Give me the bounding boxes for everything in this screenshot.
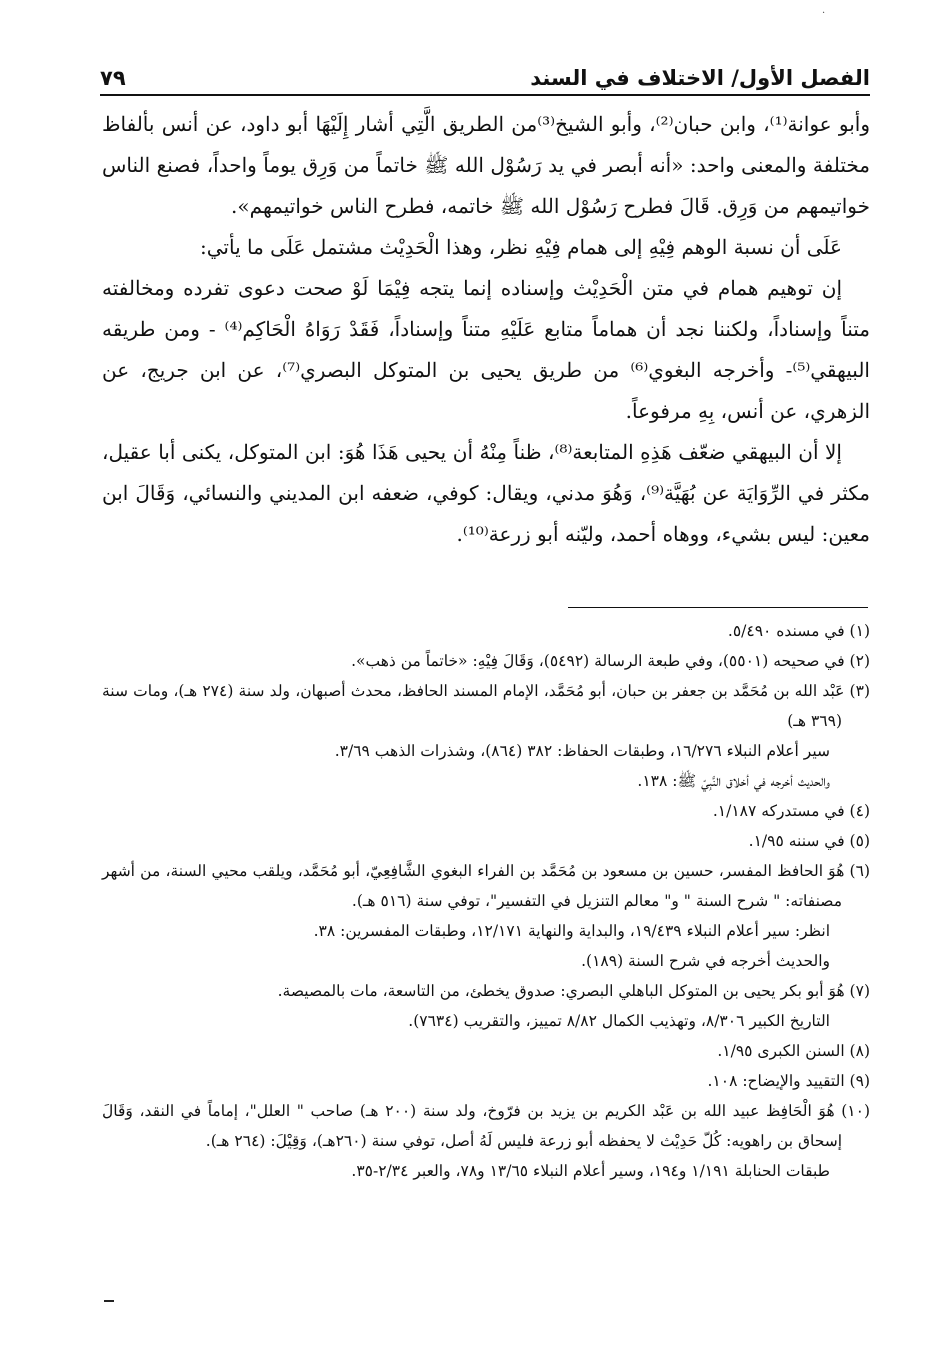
footnote: (٤) في مستدركه ١/١٨٧. xyxy=(712,802,870,820)
footnote-reference: سير أعلام النبلاء ١٦/٢٧٦، وطبقات الحفاظ: ٣٨٢ (٨٦٤)، وشذرات الذهب ٣/٦٩. xyxy=(334,742,830,760)
chapter-title: الفصل الأول/ الاختلاف في السند xyxy=(530,66,870,90)
page-number: ٧٩ xyxy=(100,66,126,90)
paragraph: إن توهيم همام في متن الْحَدِيْث وإسناده إنما يتجه فِيْمَا لَوْ صحت دعوى تفرده ومخالفته متناً وإسناداً، ولكننا نجد أن هماماً متابع عَلَيْهِ متناً وإسناداً، فَقَدْ رَوَاهُ الْحَاكِم⁽⁴⁾ - ومن طريقه البيهقي⁽⁵⁾- وأخرجه البغوي⁽⁶⁾ من طريق يحيى بن المتوكل البصري⁽⁷⁾، عن ابن جريج، عن الزهري، عن أنس، بِهِ مرفوعاً. xyxy=(102,276,871,423)
footnote-reference: والحديث أخرجه في أخلاق النَّبِيّ ﷺ: ١٣٨. xyxy=(637,772,830,790)
footnote-reference: والحديث أخرجه في شرح السنة (١٨٩). xyxy=(581,952,830,970)
footnote: (٧) هُوَ أبو بكر يحيى بن المتوكل الباهلي البصري: صدوق يخطئ، من التاسعة، مات بالمصيصة. xyxy=(277,982,870,1000)
footnote: (٨) السنن الكبرى ١/٩٥. xyxy=(717,1042,870,1060)
paragraph: إلا أن البيهقي ضعّف هَذِهِ المتابعة⁽⁸⁾، ظناً مِنْهُ أن يحيى هَذَا هُوَ: ابن المتوكل، يكنى أبا عقيل، مكثر في الرِّوَايَة عن بُهَيَّة⁽⁹⁾، وَهُوَ مدني، ويقال: كوفي، ضعفه ابن المديني والنسائي، وَقَالَ ابن معين: ليس بشيء، ووهاه أحمد، وليّنه أبو زرعة⁽¹⁰⁾. xyxy=(102,440,870,546)
footnote-reference: التاريخ الكبير ٨/٣٠٦، وتهذيب الكمال ٨/٨٢ تمييز، والتقريب (٧٦٣٤). xyxy=(408,1012,830,1030)
footnote: (١٠) هُوَ الْحَافِظ عبيد الله بن عَبْد الكريم بن يزيد بن فرّوخ، ولد سنة (٢٠٠ هـ) صاحب " العلل"، إماماً في النقد، وَقَالَ إسحاق بن راهويه: كُلّ حَدِيْث لا يحفظه أبو زرعة فليس لَهُ أصل، توفي سنة (٢٦٠هـ)، وَقِيْلَ: (٢٦٤ هـ). xyxy=(102,1102,870,1150)
main-text xyxy=(102,104,870,555)
footnote-reference: طبقات الحنابلة ١/١٩١ و١٩٤، وسير أعلام النبلاء ١٣/٦٥ و٧٨، والعبر ٢/٣٤-٣٥. xyxy=(351,1162,830,1180)
page-end-mark xyxy=(104,1300,114,1302)
footnote-separator xyxy=(568,607,868,608)
footnotes xyxy=(102,616,870,1186)
footnote: (٩) التقييد والإيضاح: ١٠٨. xyxy=(707,1072,870,1090)
paragraph: عَلَى أن نسبة الوهم فِيْهِ إلى همام فِيْهِ نظر، وهذا الْحَدِيْث مشتمل عَلَى ما يأتي: xyxy=(200,235,842,259)
footnote: (٢) في صحيحه (٥٥٠١)، وفي طبعة الرسالة (٥٤٩٢)، وَقَالَ فِيْهِ: «خاتماً من ذهب». xyxy=(351,652,870,670)
paragraph: وأبو عوانة⁽¹⁾، وابن حبان⁽²⁾، وأبو الشيخ⁽³⁾من الطريق الَّتِي أشار إِلَيْهَا أبو داود، عن أنس بألفاظ مختلفة والمعنى واحد: «أنه أبصر في يد رَسُوْل الله ﷺ خاتماً من وَرِق يوماً واحداً، فصنع الناس خواتيمهم من وَرِق. قَالَ فطرح رَسُوْل الله ﷺ خاتمه، فطرح الناس خواتيمهم». xyxy=(102,112,870,218)
footnote: (٣) عَبْد الله بن مُحَمَّد بن جعفر بن حبان، أبو مُحَمَّد، الإمام المسند الحافظ، محدث أصبهان، ولد سنة (٢٧٤ هـ)، ومات سنة (٣٦٩ هـ) xyxy=(102,682,870,730)
footnote: (٦) هُوَ الحافظ المفسر، حسين بن مسعود بن مُحَمَّد بن الفراء البغوي الشَّافِعِيّ، أبو مُحَمَّد، ويلقب محيي السنة، من أشهر مصنفاته: " شرح السنة " و" معالم التنزيل في التفسير"، توفي سنة (٥١٦ هـ). xyxy=(102,862,870,910)
footnote-reference: انظر: سير أعلام النبلاء ١٩/٤٣٩، والبداية والنهاية ١٢/١٧١، وطبقات المفسرين: ٣٨. xyxy=(313,922,830,940)
footnote: (١) في مسنده ٥/٤٩٠. xyxy=(727,622,870,640)
running-header xyxy=(100,52,870,96)
scan-corner-mark: · xyxy=(822,8,826,19)
footnote: (٥) في سننه ١/٩٥. xyxy=(748,832,870,850)
